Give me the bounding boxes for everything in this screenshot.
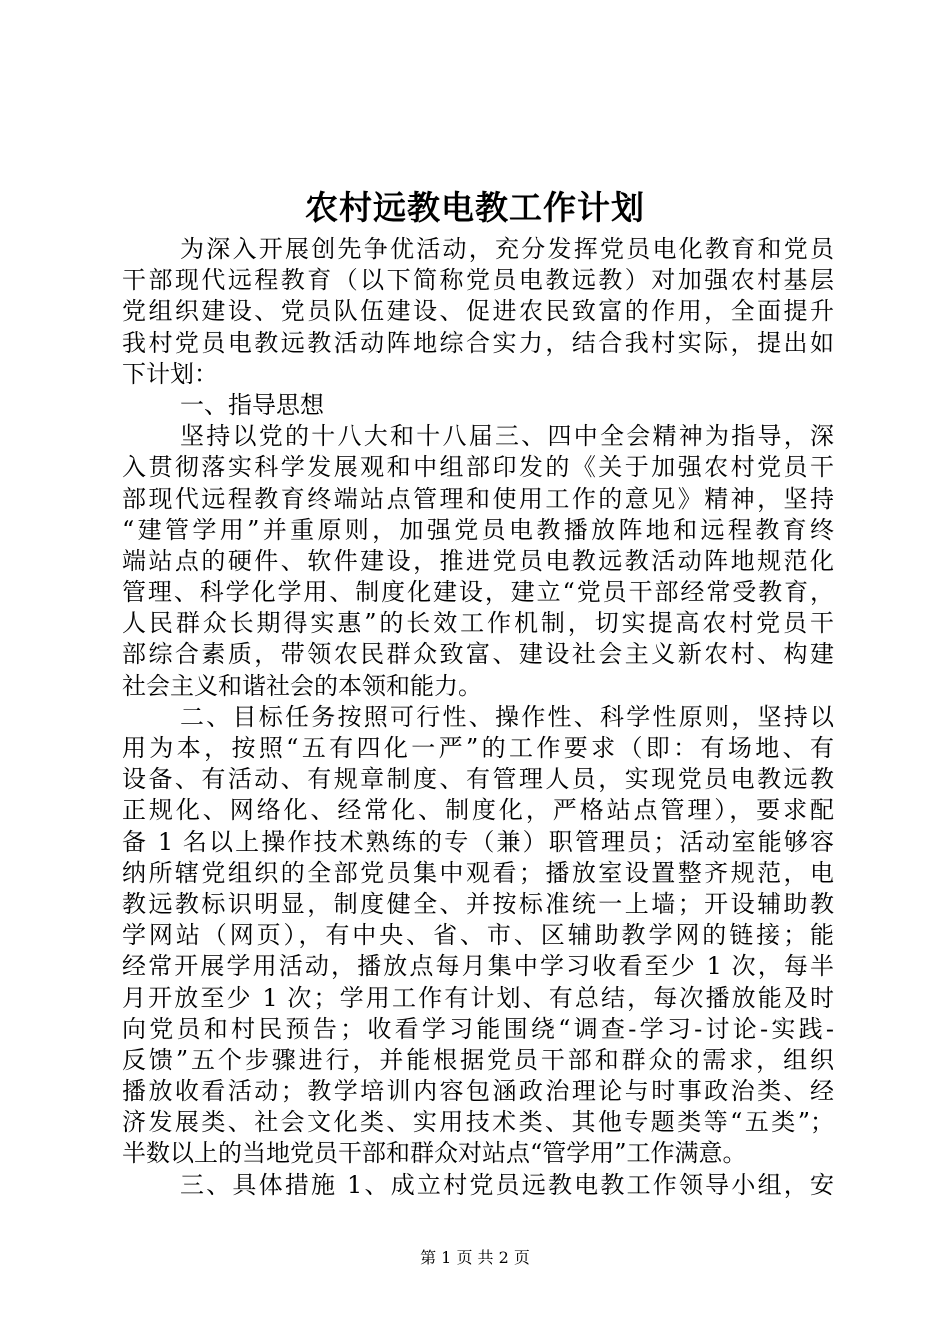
text-line: 社会主义和谐社会的本领和能力。 <box>122 671 482 700</box>
text-line: “建管学用”并重原则，加强党员电教播放阵地和远程教育终 <box>122 515 834 544</box>
document-title: 农村远教电教工作计划 <box>305 188 645 227</box>
text-line: 学网站（网页），有中央、省、市、区辅助教学网的链接；能 <box>122 921 834 950</box>
text-line: 部综合素质，带领农民群众致富、建设社会主义新农村、构建 <box>122 640 834 669</box>
text-line: 播放收看活动；教学培训内容包涵政治理论与时事政治类、经 <box>122 1077 834 1106</box>
text-line: 为深入开展创先争优活动，充分发挥党员电化教育和党员 <box>180 235 834 263</box>
section-heading: 一、指导思想 <box>180 390 324 419</box>
page-footer: 第 1 页 共 2 页 <box>420 1248 530 1267</box>
section-heading: 二、目标任务按照可行性、操作性、科学性原则，坚持以 <box>180 702 834 731</box>
text-line: 我村党员电教远教活动阵地综合实力，结合我村实际，提出如 <box>122 328 834 357</box>
text-line: 入贯彻落实科学发展观和中组部印发的《关于加强农村党员干 <box>122 453 834 482</box>
text-line: 部现代远程教育终端站点管理和使用工作的意见》精神，坚持 <box>122 484 834 513</box>
text-line: 教远教标识明显，制度健全、并按标准统一上墙；开设辅助教 <box>122 889 834 918</box>
text-line: 经常开展学用活动，播放点每月集中学习收看至少 1 次，每半 <box>122 952 834 981</box>
text-line: 下计划： <box>122 359 218 388</box>
text-line: 济发展类、社会文化类、实用技术类、其他专题类等“五类”； <box>122 1108 834 1137</box>
text-line: 人民群众长期得实惠”的长效工作机制，切实提高农村党员干 <box>122 609 834 638</box>
text-line: 设备、有活动、有规章制度、有管理人员，实现党员电教远教 <box>122 765 834 794</box>
text-line: 纳所辖党组织的全部党员集中观看；播放室设置整齐规范，电 <box>122 858 834 887</box>
text-line: 干部现代远程教育（以下简称党员电教远教）对加强农村基层 <box>122 266 834 295</box>
text-line: 坚持以党的十八大和十八届三、四中全会精神为指导，深 <box>180 422 834 451</box>
text-line: 正规化、网络化、经常化、制度化，严格站点管理），要求配 <box>122 796 834 825</box>
text-line: 向党员和村民预告；收看学习能围绕“调查-学习-讨论-实践- <box>122 1014 834 1043</box>
text-line: 端站点的硬件、软件建设，推进党员电教远教活动阵地规范化 <box>122 546 834 575</box>
text-line: 月开放至少 1 次；学用工作有计划、有总结，每次播放能及时 <box>122 983 834 1012</box>
document-body <box>122 234 834 1201</box>
text-line: 备 1 名以上操作技术熟练的专（兼）职管理员；活动室能够容 <box>122 827 834 856</box>
text-line: 党组织建设、党员队伍建设、促进农民致富的作用，全面提升 <box>122 297 834 326</box>
text-line: 反馈”五个步骤进行，并能根据党员干部和群众的需求，组织 <box>122 1045 834 1074</box>
section-heading: 三、具体措施 1、成立村党员远教电教工作领导小组，安 <box>180 1170 834 1199</box>
text-line: 半数以上的当地党员干部和群众对站点“管学用”工作满意。 <box>122 1139 747 1168</box>
text-line: 用为本，按照“五有四化一严”的工作要求（即：有场地、有 <box>122 734 834 762</box>
text-line: 管理、科学化学用、制度化建设，建立“党员干部经常受教育， <box>122 578 834 607</box>
